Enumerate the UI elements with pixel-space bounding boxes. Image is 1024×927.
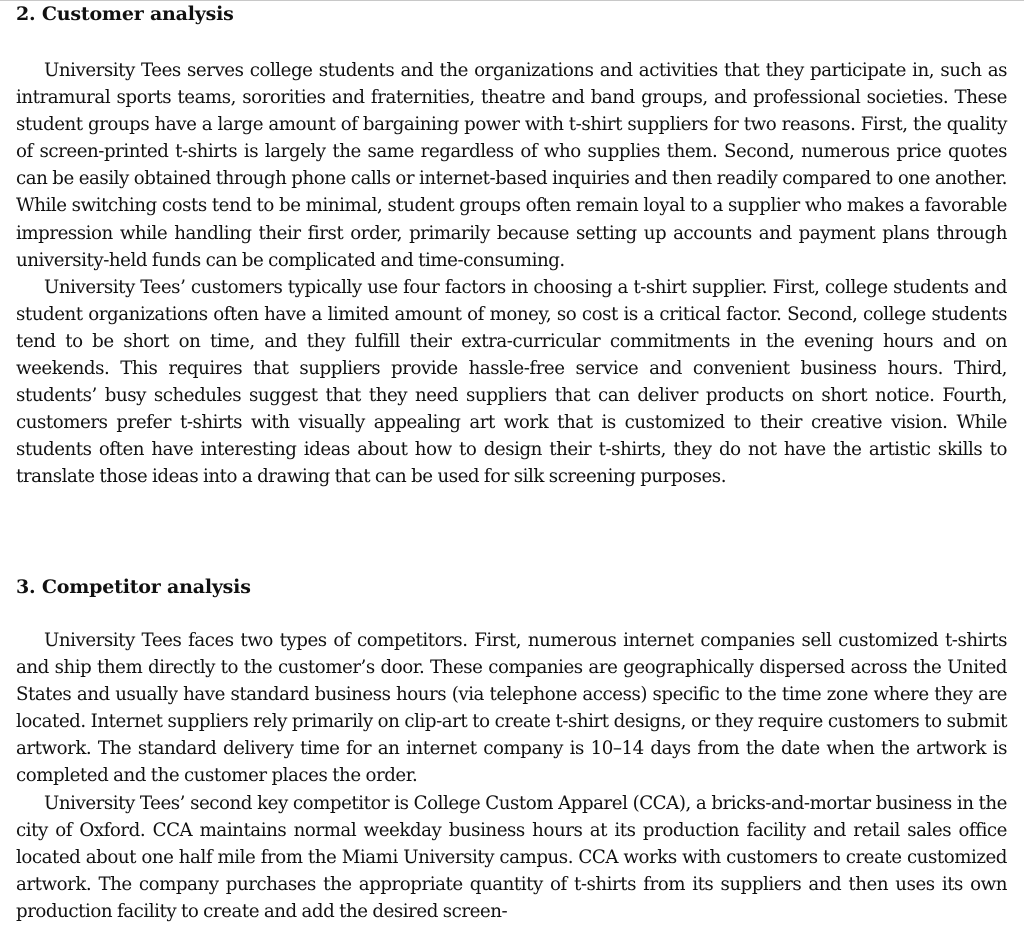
paragraph: University Tees’ second key competitor is College Custom Apparel (CCA), a bricks-and-mortar business in the city of Oxford. CCA maintains normal weekday business hours at its production facility and retail sales office located about one half mile from the Miami University campus. CCA works with customers to create customized artwork. The company purchases the appropriate quantity of t-shirts from its suppliers and then uses its own production facility to create and add the desired screen- (16, 792, 1007, 922)
section-body (16, 57, 1007, 491)
paragraph: University Tees faces two types of competitors. First, numerous internet companies sell customized t-shirts and ship them directly to the customer’s door. These companies are geographically dispersed across the United States and usually have standard business hours (via telephone access) specific to the time zone where they are located. Internet suppliers rely primarily on clip-art to create t-shirt designs, or they require customers to submit artwork. The standard delivery time for an internet company is 10–14 days from the date when the artwork is completed and the customer places the order. (16, 630, 1007, 787)
section-competitor-analysis (16, 575, 1007, 922)
section-customer-analysis (16, 2, 1007, 488)
section-heading: 2. Customer analysis (16, 3, 234, 25)
paragraph: University Tees’ customers typically use four factors in choosing a t-shirt supplier. First, college students and student organizations often have a limited amount of money, so cost is a critical factor. Second, college students tend to be short on time, and they fulfill their extra-curricular commitments in the evening hours and on weekends. This requires that suppliers provide hassle-free service and convenient business hours. Third, students’ busy schedules suggest that they need suppliers that can deliver products on short notice. Fourth, customers prefer t-shirts with visually appealing art work that is customized to their creative vision. While students often have interesting ideas about how to design their t-shirts, they do not have the artistic skills to translate those ideas into a drawing that can be used for silk screening purposes. (16, 276, 1007, 488)
section-body (16, 627, 1007, 925)
paragraph: University Tees serves college students and the organizations and activities that they participate in, such as intramural sports teams, sororities and fraternities, theatre and band groups, and professional societies. These student groups have a large amount of bargaining power with t-shirt suppliers for two reasons. First, the quality of screen-printed t-shirts is largely the same regardless of who supplies them. Second, numerous price quotes can be easily obtained through phone calls or internet-based inquiries and then readily compared to one another. While switching costs tend to be minimal, student groups often remain loyal to a supplier who makes a favorable impression while handling their first order, primarily because setting up accounts and payment plans through university-held funds can be complicated and time-consuming. (16, 60, 1007, 271)
section-heading: 3. Competitor analysis (16, 576, 251, 598)
